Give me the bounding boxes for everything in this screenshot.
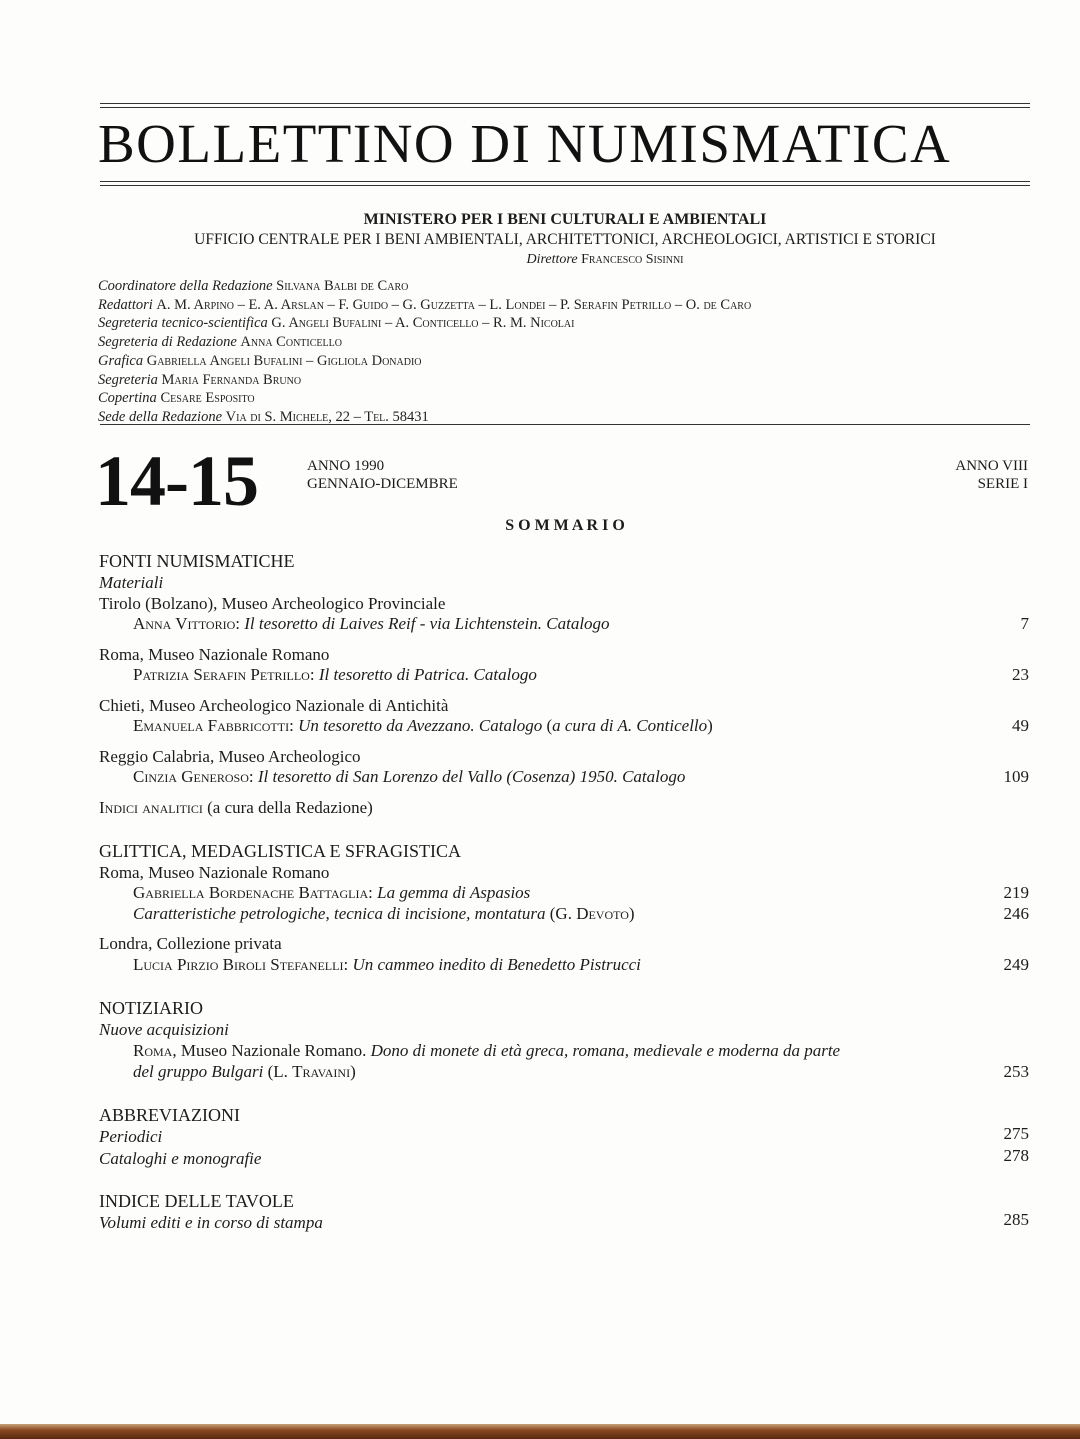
section-heading: NOTIZIARIO — [99, 998, 203, 1018]
credit-line: Sede della Redazione Via di S. Michele, 22 – Tel. 58431 — [98, 408, 429, 425]
toc-entry-continued: del gruppo Bulgari (L. Travaini) — [133, 1062, 356, 1081]
toc-entry: Gabriella Bordenache Battaglia: La gemma di Aspasios — [133, 883, 531, 902]
toc-entry: Caratteristiche petrologiche, tecnica di incisione, montatura (G. Devoto) — [133, 904, 635, 923]
location-line: Roma, Museo Nazionale Romano — [99, 863, 330, 882]
toc-entry: Patrizia Serafin Petrillo: Il tesoretto di Patrica. Catalogo — [133, 665, 537, 684]
journal-title: BOLLETTINO DI NUMISMATICA — [98, 113, 952, 174]
title-rule-1 — [100, 181, 1030, 182]
toc-entry: Periodici — [99, 1127, 163, 1146]
toc-entry: Lucia Pirzio Biroli Stefanelli: Un cammeo inedito di Benedetto Pistrucci — [133, 955, 641, 974]
credit-line: Redattori A. M. Arpino – E. A. Arslan – F. Guido – G. Guzzetta – L. Londei – P. Serafin Petrillo – O. de Caro — [98, 296, 752, 313]
location-line: Londra, Collezione privata — [99, 934, 282, 953]
page-number: 219 — [1003, 883, 1029, 902]
location-line: Tirolo (Bolzano), Museo Archeologico Provinciale — [99, 594, 446, 613]
toc-entry-indici: Indici analitici (a cura della Redazione) — [99, 798, 373, 817]
page-number: 249 — [1003, 955, 1029, 974]
director-role: Direttore — [526, 252, 578, 267]
toc-entry: Anna Vittorio: Il tesoretto di Laives Reif - via Lichtenstein. Catalogo — [133, 614, 610, 633]
issue-series: ANNO VIII SERIE I — [955, 458, 1028, 492]
section-heading: FONTI NUMISMATICHE — [99, 551, 295, 571]
section-heading: ABBREVIAZIONI — [99, 1105, 240, 1125]
toc-entry: Emanuela Fabbricotti: Un tesoretto da Avezzano. Catalogo (a cura di A. Conticello) — [133, 716, 713, 735]
top-rule-2 — [100, 107, 1030, 108]
toc-entry: Roma, Museo Nazionale Romano. Dono di monete di età greca, romana, medievale e moderna da parte — [133, 1041, 841, 1060]
credit-line: Copertina Cesare Esposito — [98, 390, 255, 407]
toc-entry: Cinzia Generoso: Il tesoretto di San Lorenzo del Vallo (Cosenza) 1950. Catalogo — [133, 767, 686, 786]
office-line: UFFICIO CENTRALE PER I BENI AMBIENTALI, ARCHITETTONICI, ARCHEOLOGICI, ARTISTICI E STORICI — [194, 231, 936, 248]
credits-block — [98, 277, 751, 427]
location-line: Roma, Museo Nazionale Romano — [99, 645, 330, 664]
credit-line: Grafica Gabriella Angeli Bufalini – Gigliola Donadio — [98, 352, 422, 369]
page-number: 285 — [1003, 1210, 1029, 1229]
page-bottom-edge — [0, 1424, 1080, 1439]
ministry-line: MINISTERO PER I BENI CULTURALI E AMBIENTALI — [363, 211, 767, 228]
page-number: 246 — [1003, 904, 1029, 923]
location-line: Chieti, Museo Archeologico Nazionale di Antichità — [99, 696, 449, 715]
subsection-heading: Nuove acquisizioni — [99, 1020, 229, 1039]
location-line: Reggio Calabria, Museo Archeologico — [99, 747, 361, 766]
credit-line: Segreteria Maria Fernanda Bruno — [98, 371, 302, 388]
credit-line: Segreteria tecnico-scientifica G. Angeli Bufalini – A. Conticello – R. M. Nicolai — [98, 315, 575, 332]
issue-number: 14-15 — [95, 441, 258, 521]
issue-date: ANNO 1990 GENNAIO-DICEMBRE — [307, 458, 458, 492]
credit-line: Segreteria di Redazione Anna Conticello — [98, 334, 342, 351]
toc-entry: Cataloghi e monografie — [99, 1149, 262, 1168]
page-number: 253 — [1003, 1062, 1029, 1081]
section-heading: INDICE DELLE TAVOLE — [99, 1191, 294, 1211]
page-number: 23 — [1012, 665, 1029, 684]
title-rule-2 — [100, 185, 1030, 186]
page-number: 109 — [1003, 767, 1029, 786]
page-number: 7 — [1020, 614, 1029, 633]
section-heading: GLITTICA, MEDAGLISTICA E SFRAGISTICA — [99, 841, 461, 861]
page-number: 275 — [1003, 1124, 1029, 1143]
top-rule-1 — [100, 103, 1030, 104]
sommario-heading: S O M M A R I O — [505, 517, 625, 534]
director-line — [100, 252, 1030, 268]
page-number: 278 — [1003, 1146, 1029, 1165]
director-name: Francesco Sisinni — [581, 252, 684, 267]
toc-entry: Volumi editi e in corso di stampa — [99, 1213, 323, 1232]
subsection-heading: Materiali — [99, 573, 164, 592]
credits-rule — [100, 424, 1030, 425]
credit-line: Coordinatore della Redazione Silvana Balbi de Caro — [98, 278, 409, 294]
page-number: 49 — [1012, 716, 1029, 735]
